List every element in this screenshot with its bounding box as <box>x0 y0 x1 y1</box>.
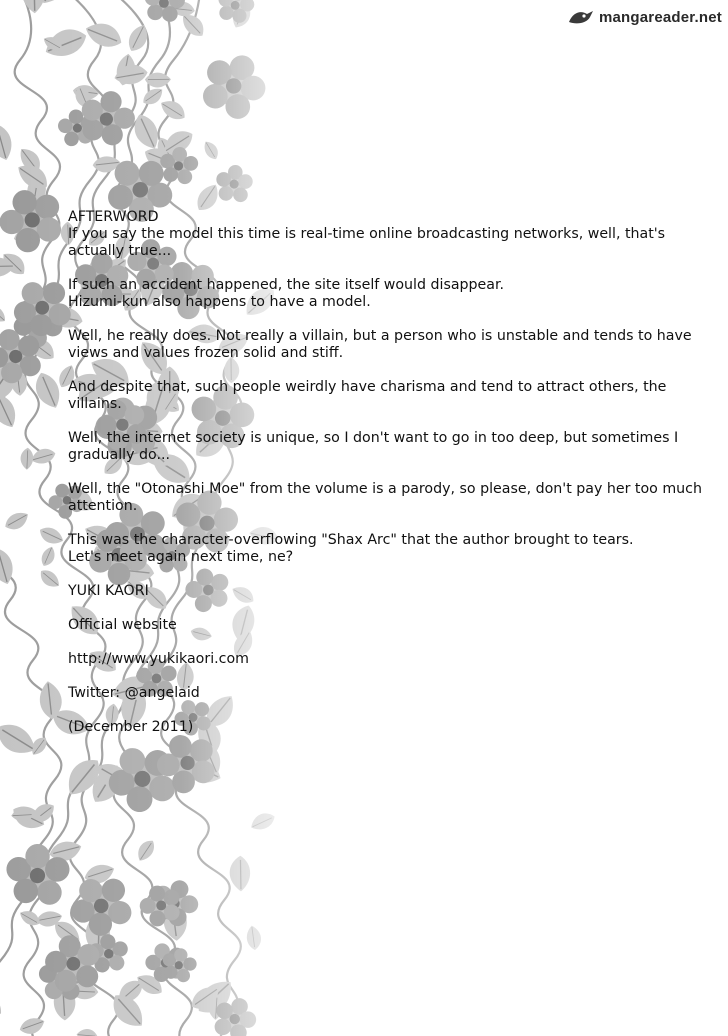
afterword-paragraph-8: This was the character-overflowing "Shax Arc" that the author brought to tears. <box>68 532 634 548</box>
afterword-paragraph-2: If such an accident happened, the site itself would disappear. <box>68 277 505 293</box>
afterword-paragraph-7: Well, the "Otonashi Moe" from the volume is a parody, so please, don't pay her too much attention. <box>68 481 702 514</box>
afterword-paragraph-9: Let's meet again next time, ne? <box>68 549 294 565</box>
afterword-text-block <box>68 209 718 736</box>
author-name: YUKI KAORI <box>68 583 149 599</box>
website-url-link[interactable]: http://www.yukikaori.com <box>68 651 249 667</box>
website-label: Official website <box>68 617 177 633</box>
afterword-paragraph-5: And despite that, such people weirdly have charisma and tend to attract others, the villains. <box>68 379 667 412</box>
twitter-handle: Twitter: @angelaid <box>68 685 200 701</box>
afterword-paragraph-4: Well, he really does. Not really a villain, but a person who is unstable and tends to have views and values frozen solid and stiff. <box>68 328 692 361</box>
watermark-site-text: mangareader.net <box>598 8 722 26</box>
afterword-heading: AFTERWORD <box>68 209 159 225</box>
mangareader-logo-icon <box>567 8 595 26</box>
date-note: (December 2011) <box>68 719 194 735</box>
afterword-paragraph-3: Hizumi-kun also happens to have a model. <box>68 294 371 310</box>
site-watermark <box>567 8 722 26</box>
afterword-paragraph-6: Well, the internet society is unique, so I don't want to go in too deep, but sometimes I gradually do... <box>68 430 679 463</box>
afterword-paragraph-1: If you say the model this time is real-time online broadcasting networks, well, that's actually true... <box>68 226 666 259</box>
